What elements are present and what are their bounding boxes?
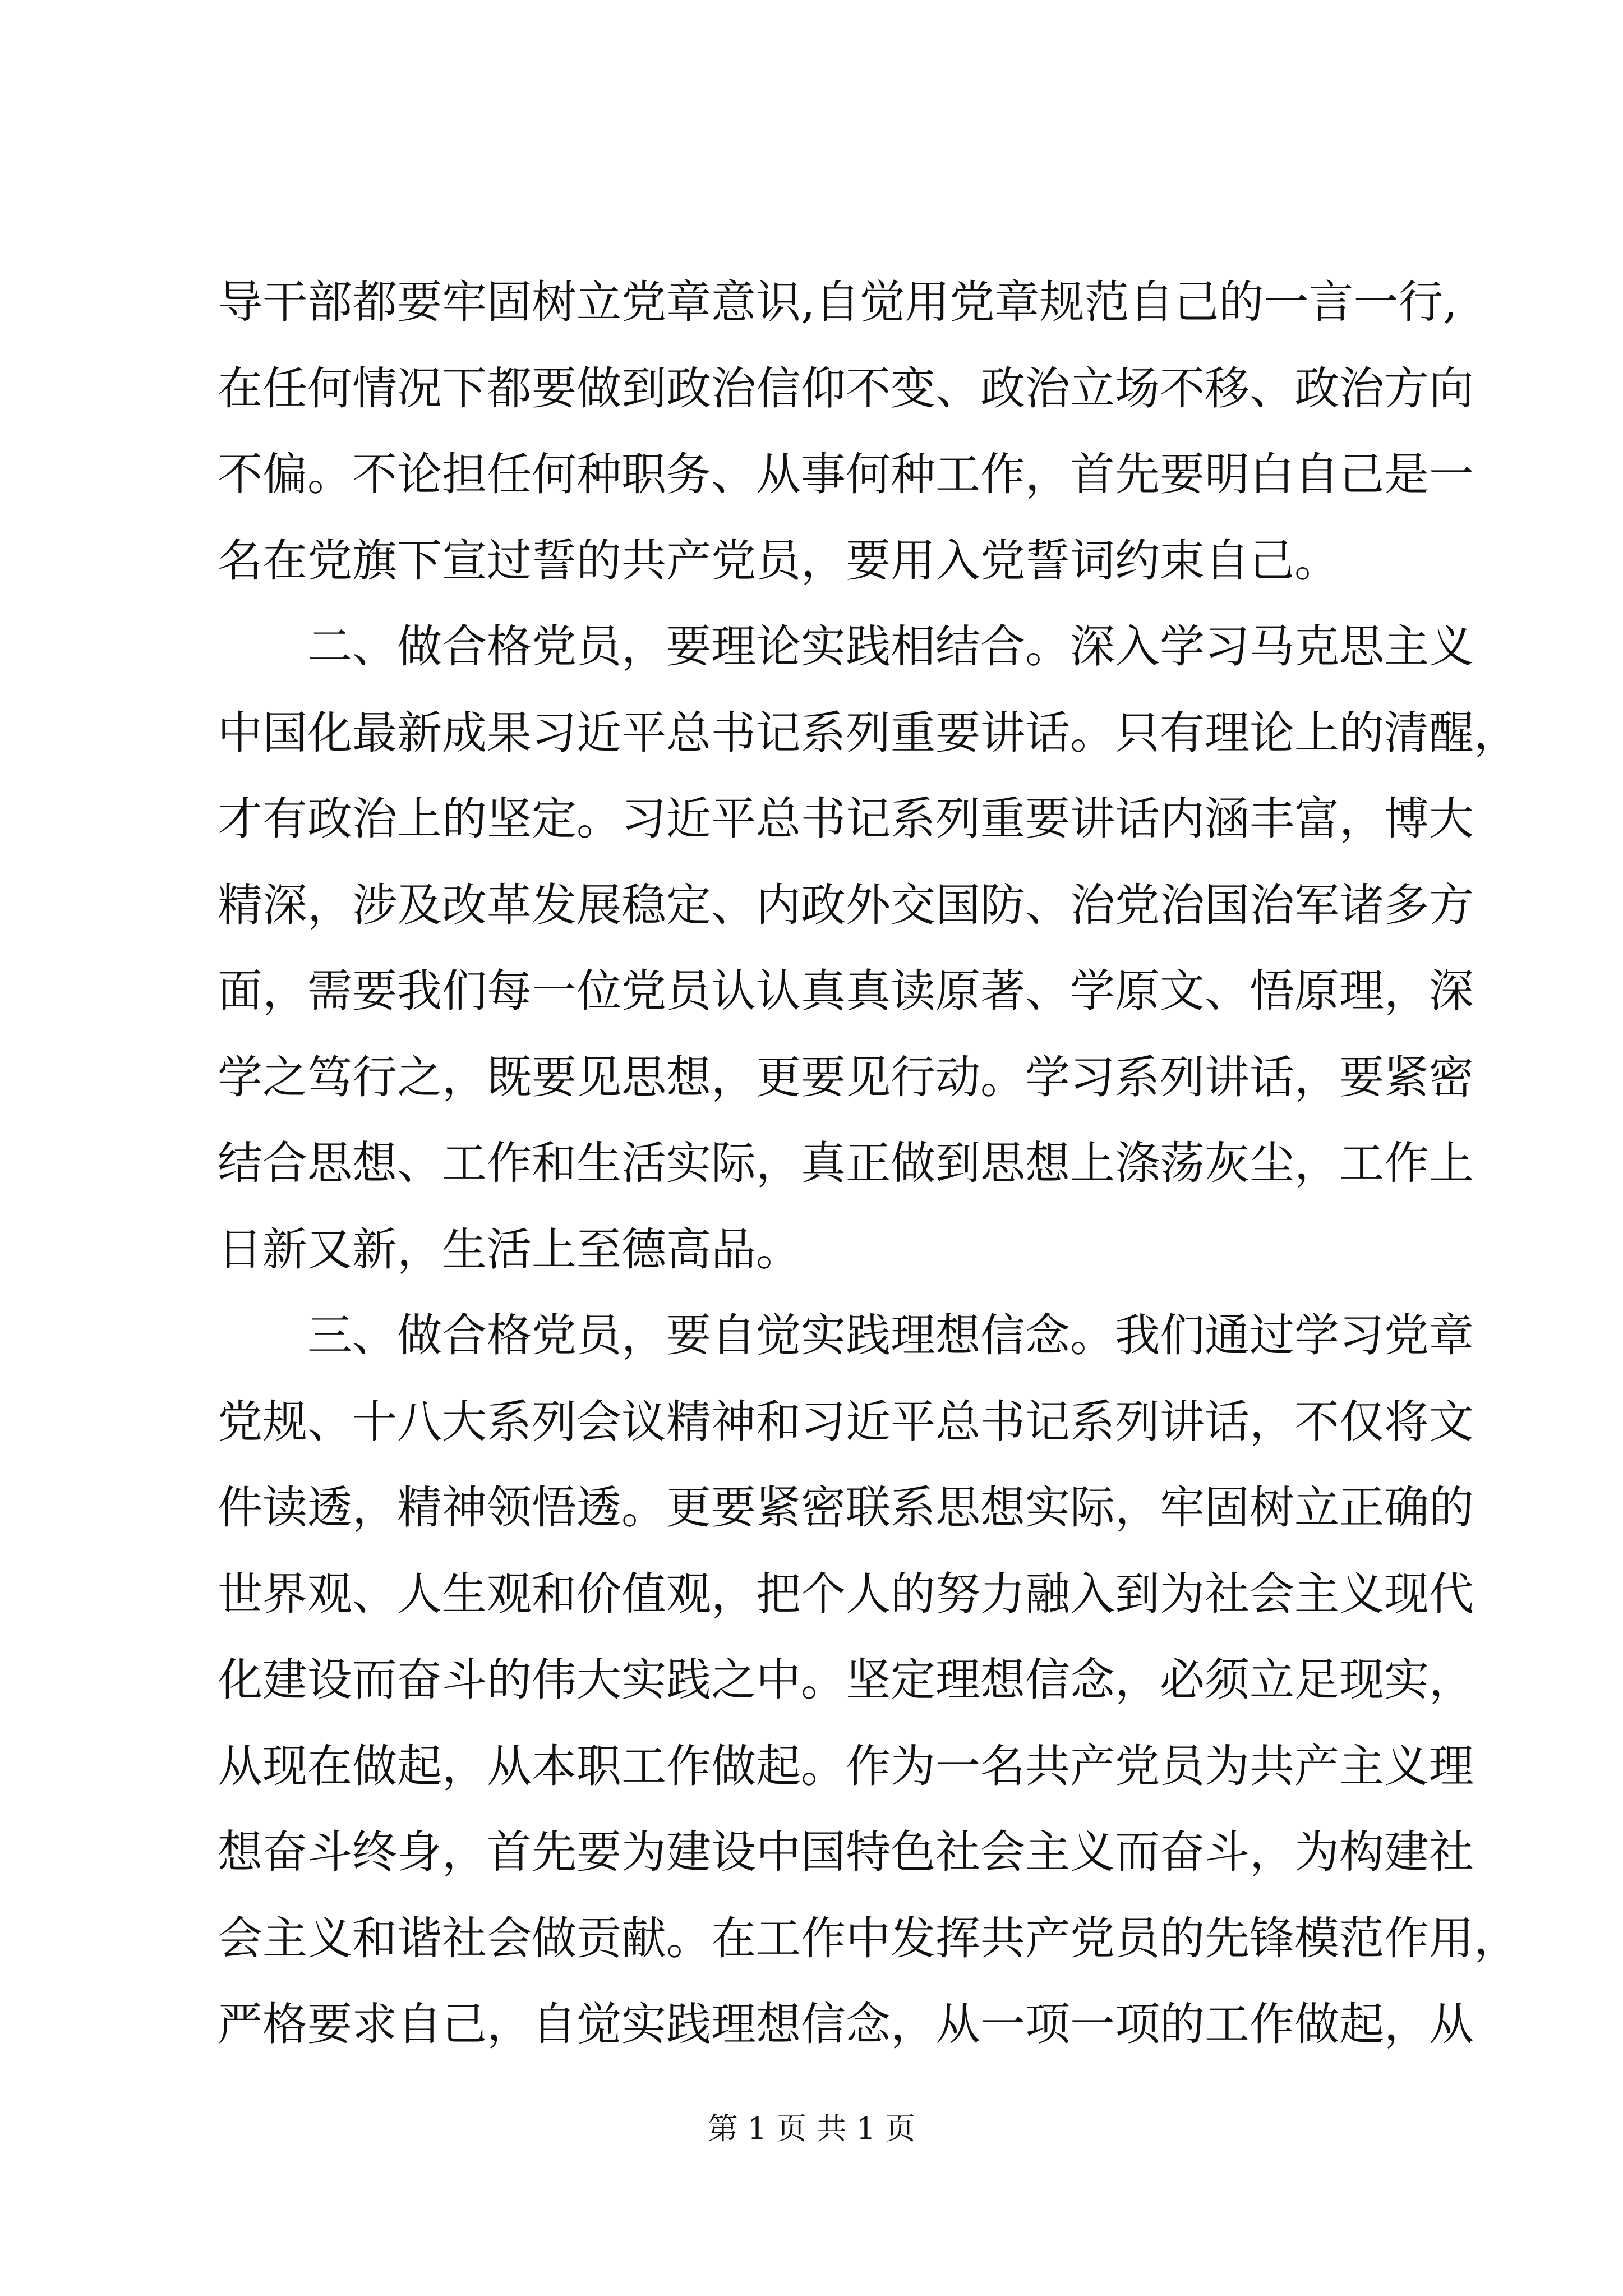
paragraph-2-line-8: 日新又新，生活上至德高品。 xyxy=(218,1223,801,1276)
page-number-label: 第 1 页 共 1 页 xyxy=(707,2111,916,2146)
paragraph-3-line-5: 化建设而奋斗的伟大实践之中。坚定理想信念，必须立足现实， xyxy=(218,1654,1474,1706)
paragraph-3-line-3: 件读透，精神领悟透。更要紧密联系思想实际，牢固树立正确的 xyxy=(218,1481,1474,1534)
paragraph-2-line-2: 中国化最新成果习近平总书记系列重要讲话。只有理论上的清醒， xyxy=(218,706,1519,759)
paragraph-3-line-1: 三、做合格党员，要自觉实践理想信念。我们通过学习党章 xyxy=(307,1309,1474,1361)
page-footer xyxy=(0,2105,1623,2148)
paragraph-3-line-6: 从现在做起，从本职工作做起。作为一名共产党员为共产主义理 xyxy=(218,1740,1474,1792)
document-body xyxy=(218,259,1519,2068)
paragraph-2-line-5: 面，需要我们每一位党员认认真真读原著、学原文、悟原理，深 xyxy=(218,965,1474,1017)
paragraph-2-line-6: 学之笃行之，既要见思想，更要见行动。学习系列讲话，要紧密 xyxy=(218,1051,1474,1103)
paragraph-1-line-2: 在任何情况下都要做到政治信仰不变、政治立场不移、政治方向 xyxy=(218,362,1474,415)
paragraph-1-line-4: 名在党旗下宣过誓的共产党员，要用入党誓词约束自己。 xyxy=(218,534,1339,587)
paragraph-1-line-3: 不偏。不论担任何种职务、从事何种工作，首先要明白自己是一 xyxy=(218,448,1474,500)
paragraph-3-line-2: 党规、十八大系列会议精神和习近平总书记系列讲话，不仅将文 xyxy=(218,1395,1474,1448)
paragraph-3-line-4: 世界观、人生观和价值观，把个人的努力融入到为社会主义现代 xyxy=(218,1567,1474,1620)
paragraph-3-line-9: 严格要求自己，自觉实践理想信念，从一项一项的工作做起，从 xyxy=(218,1998,1474,2050)
paragraph-3-line-7: 想奋斗终身，首先要为建设中国特色社会主义而奋斗，为构建社 xyxy=(218,1826,1474,1878)
paragraph-2-line-4: 精深，涉及改革发展稳定、内政外交国防、治党治国治军诸多方 xyxy=(218,878,1474,931)
paragraph-2-line-3: 才有政治上的坚定。习近平总书记系列重要讲话内涵丰富，博大 xyxy=(218,793,1474,845)
paragraph-1-line-1: 导干部都要牢固树立党章意识,自觉用党章规范自己的一言一行, xyxy=(218,276,1458,328)
paragraph-3-line-8: 会主义和谐社会做贡献。在工作中发挥共产党员的先锋模范作用， xyxy=(218,1912,1519,1964)
paragraph-2-line-7: 结合思想、工作和生活实际，真正做到思想上涤荡灰尘，工作上 xyxy=(218,1137,1474,1189)
paragraph-2-line-1: 二、做合格党员，要理论实践相结合。深入学习马克思主义 xyxy=(307,620,1474,673)
